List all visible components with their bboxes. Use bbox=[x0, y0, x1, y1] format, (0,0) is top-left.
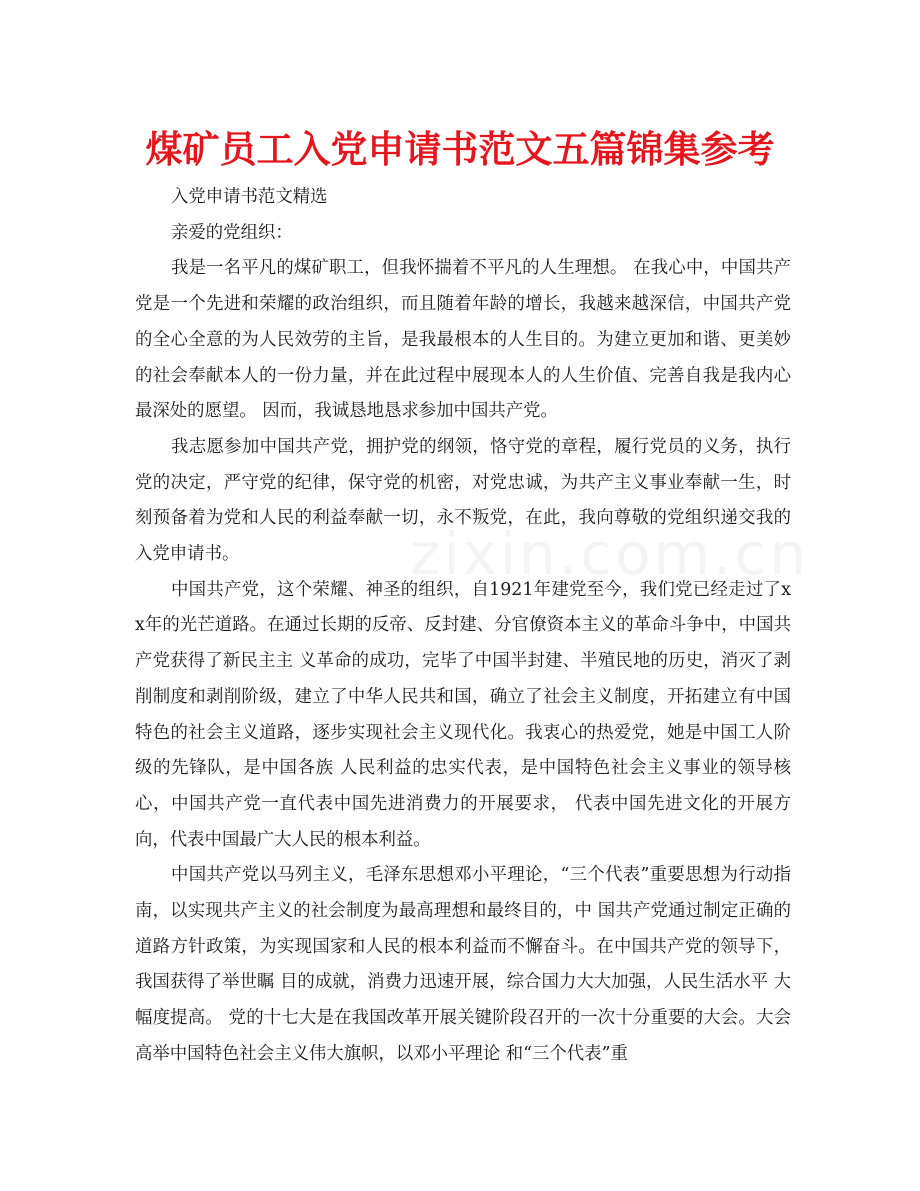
body-paragraph: 中国共产党以马列主义，毛泽东思想邓小平理论，“三个代表”重要思想为行动指南，以实现共产主义的社会制度为最高理想和最终目的，中 国共产党通过制定正确的道路方针政策，为实现国家和人民的根本利益而不懈奋斗。在中国共产党的领导下，我国获得了举世瞩 目的成就，消费力迅速开展，综合国力大大加强，人民生活水平 大幅度提高。 党的十七大是在我国改革开展关键阶段召开的一次十分重要的大会。大会高举中国特色社会主义伟大旗帜，以邓小平理论 和“三个代表”重 bbox=[135, 865, 791, 1064]
document-title: 煤矿员工入党申请书范文五篇锦集参考 bbox=[145, 128, 775, 171]
body-paragraph: 中国共产党，这个荣耀、神圣的组织，自1921年建党至今，我们党已经走过了xx年的光芒道路。在通过长期的反帝、反封建、分官僚资本主义的革命斗争中，中国共产党获得了新民主主 义革命的成功，完毕了中国半封建、半殖民地的历史，消灭了剥 削制度和剥削阶级，建立了中华人民共和国，确立了社会主义制度，开拓建立有中国特色的社会主义道路，逐步实现社会主义现代化。我衷心的热爱党，她是中国工人阶级的先锋队，是中国各族 人民利益的忠实代表，是中国特色社会主义事业的领导核心，中国共产党一直代表中国先进消费力的开展要求， 代表中国先进文化的开展方向，代表中国最广大人民的根本利益。 bbox=[135, 579, 791, 850]
salutation-paragraph: 亲爱的党组织： bbox=[171, 222, 293, 243]
body-paragraph: 我志愿参加中国共产党，拥护党的纲领，恪守党的章程，履行党员的义务，执行党的决定，严守党的纪律，保守党的机密，对党忠诚，为共产主义事业奉献一生，时刻预备着为党和人民的利益奉献一切，永不叛党，在此，我向尊敬的党组织递交我的入党申请书。 bbox=[135, 436, 791, 565]
body-paragraph: 我是一名平凡的煤矿职工，但我怀揣着不平凡的人生理想。 在我心中，中国共产党是一个先进和荣耀的政治组织，而且随着年龄的增长，我越来越深信，中国共产党的全心全意的为人民效劳的主旨，是我最根本的人生目的。为建立更加和谐、更美妙的社会奉献本人的一份力量，并在此过程中展现本人的人生价值、完善自我是我内心最深处的愿望。 因而，我诚恳地恳求参加中国共产党。 bbox=[135, 258, 791, 422]
document-body bbox=[135, 180, 791, 1073]
subtitle-paragraph: 入党申请书范文精选 bbox=[171, 187, 328, 207]
